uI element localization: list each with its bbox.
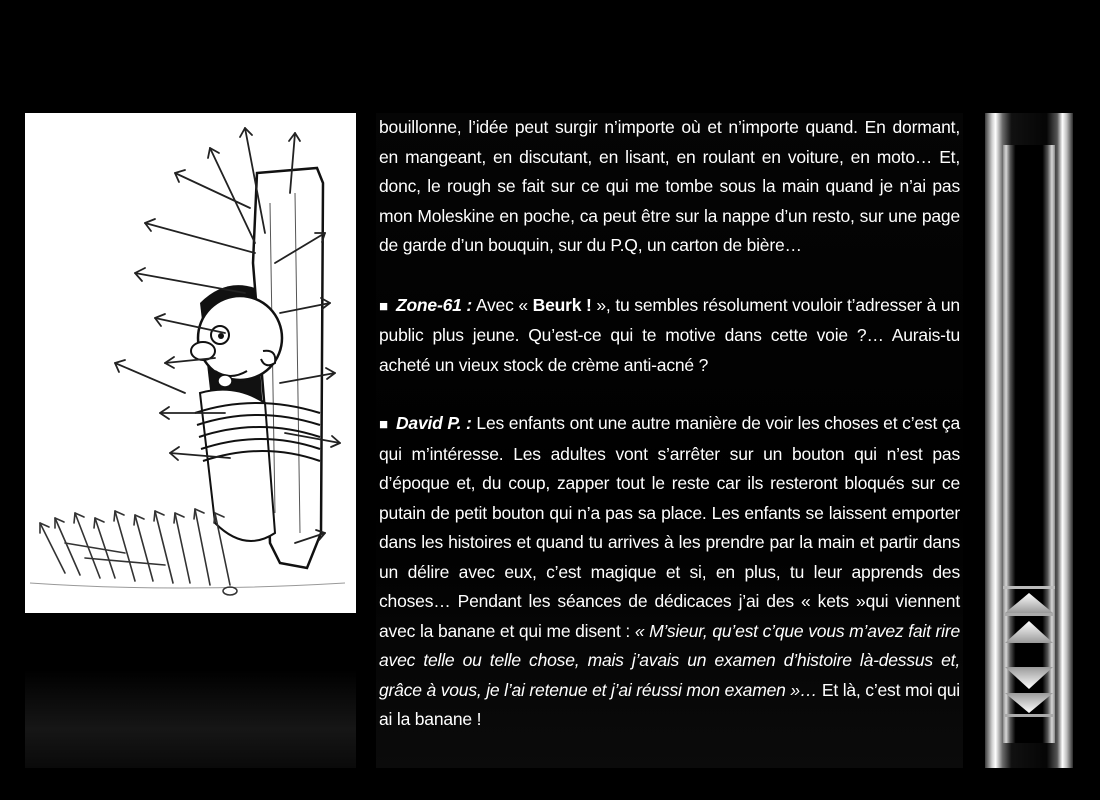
double-down-arrow-icon (1003, 691, 1055, 719)
question-text-end: », tu sembles résolument vouloir t’adresser à un public plus jeune. Qu’est-ce qui te motive dans cette voie ?… Aurais-tu acheté un vieux stock de crème anti-acné ? (379, 294, 960, 375)
bullet-square-icon: ■ (379, 297, 388, 315)
bullet-square-icon: ■ (379, 416, 388, 433)
scroll-up-button[interactable] (1003, 619, 1055, 647)
double-up-arrow-icon (1003, 591, 1055, 619)
scroll-up-fast-button[interactable] (1003, 591, 1055, 619)
answer-quote: « M’sieur, qu’est c’que vous m’avez fait rire avec telle ou telle chose, mais j’avais un examen d’histoire là-dessus et, grâce à vous, je l’ai retenue et j’ai réussi mon examen »… (379, 620, 960, 700)
character-tied-to-post-drawing (25, 113, 356, 613)
illustration-panel (25, 113, 356, 768)
scroll-down-fast-button[interactable] (1003, 691, 1055, 719)
down-arrow-icon (1003, 663, 1055, 691)
answer-ending: Et là, c’est moi qui ai la banane ! (379, 679, 960, 729)
interviewee-name: David P. : (395, 413, 472, 433)
scroll-down-button[interactable] (1003, 663, 1055, 691)
answer-text: Les enfants ont une autre manière de voir les choses et c’est ça qui m’intéresse. Les adultes vont s’arrêter sur un bouton qui n’est pas d’époque et, du coup, zapper tout le reste car ils resteront bloqués sur ce putain de petit bouton qui n’a pas sa place. Les enfants se laissent emporter dans les histoires et quand tu arrives à les prendre par la main et partir dans un délire avec eux, c’est magique et si, en plus, tu leur apprends des choses… Pendant les séances de dédicaces j’ai des « kets »qui viennent avec la banane et qui me disent : (379, 413, 960, 641)
book-title: Beurk ! (532, 294, 592, 315)
interview-text-panel[interactable] (376, 113, 963, 768)
interviewer-name: Zone-61 : (395, 294, 473, 315)
interview-text (379, 113, 960, 735)
question-text-start: Avec « (475, 294, 533, 315)
comic-illustration (25, 113, 356, 613)
answer-paragraph (379, 409, 960, 735)
answer-paragraph-continued: bouillonne, l’idée peut surgir n’importe où et n’importe quand. En dormant, en mangeant, en discutant, en lisant, en roulant en voiture, en moto… Et, donc, le rough se fait sur ce qui me tombe sous la main quand je n’ai pas mon Moleskine en poche, ca peut être sur la nappe d’un resto, sur une page de garde d’un bouquin, sur du P.Q, un carton de bière… (379, 117, 960, 255)
scrollbar[interactable] (985, 113, 1073, 768)
question-paragraph (379, 291, 960, 381)
scroll-separator (1003, 586, 1055, 589)
scroll-track[interactable] (1003, 145, 1055, 743)
up-arrow-icon (1003, 619, 1055, 647)
